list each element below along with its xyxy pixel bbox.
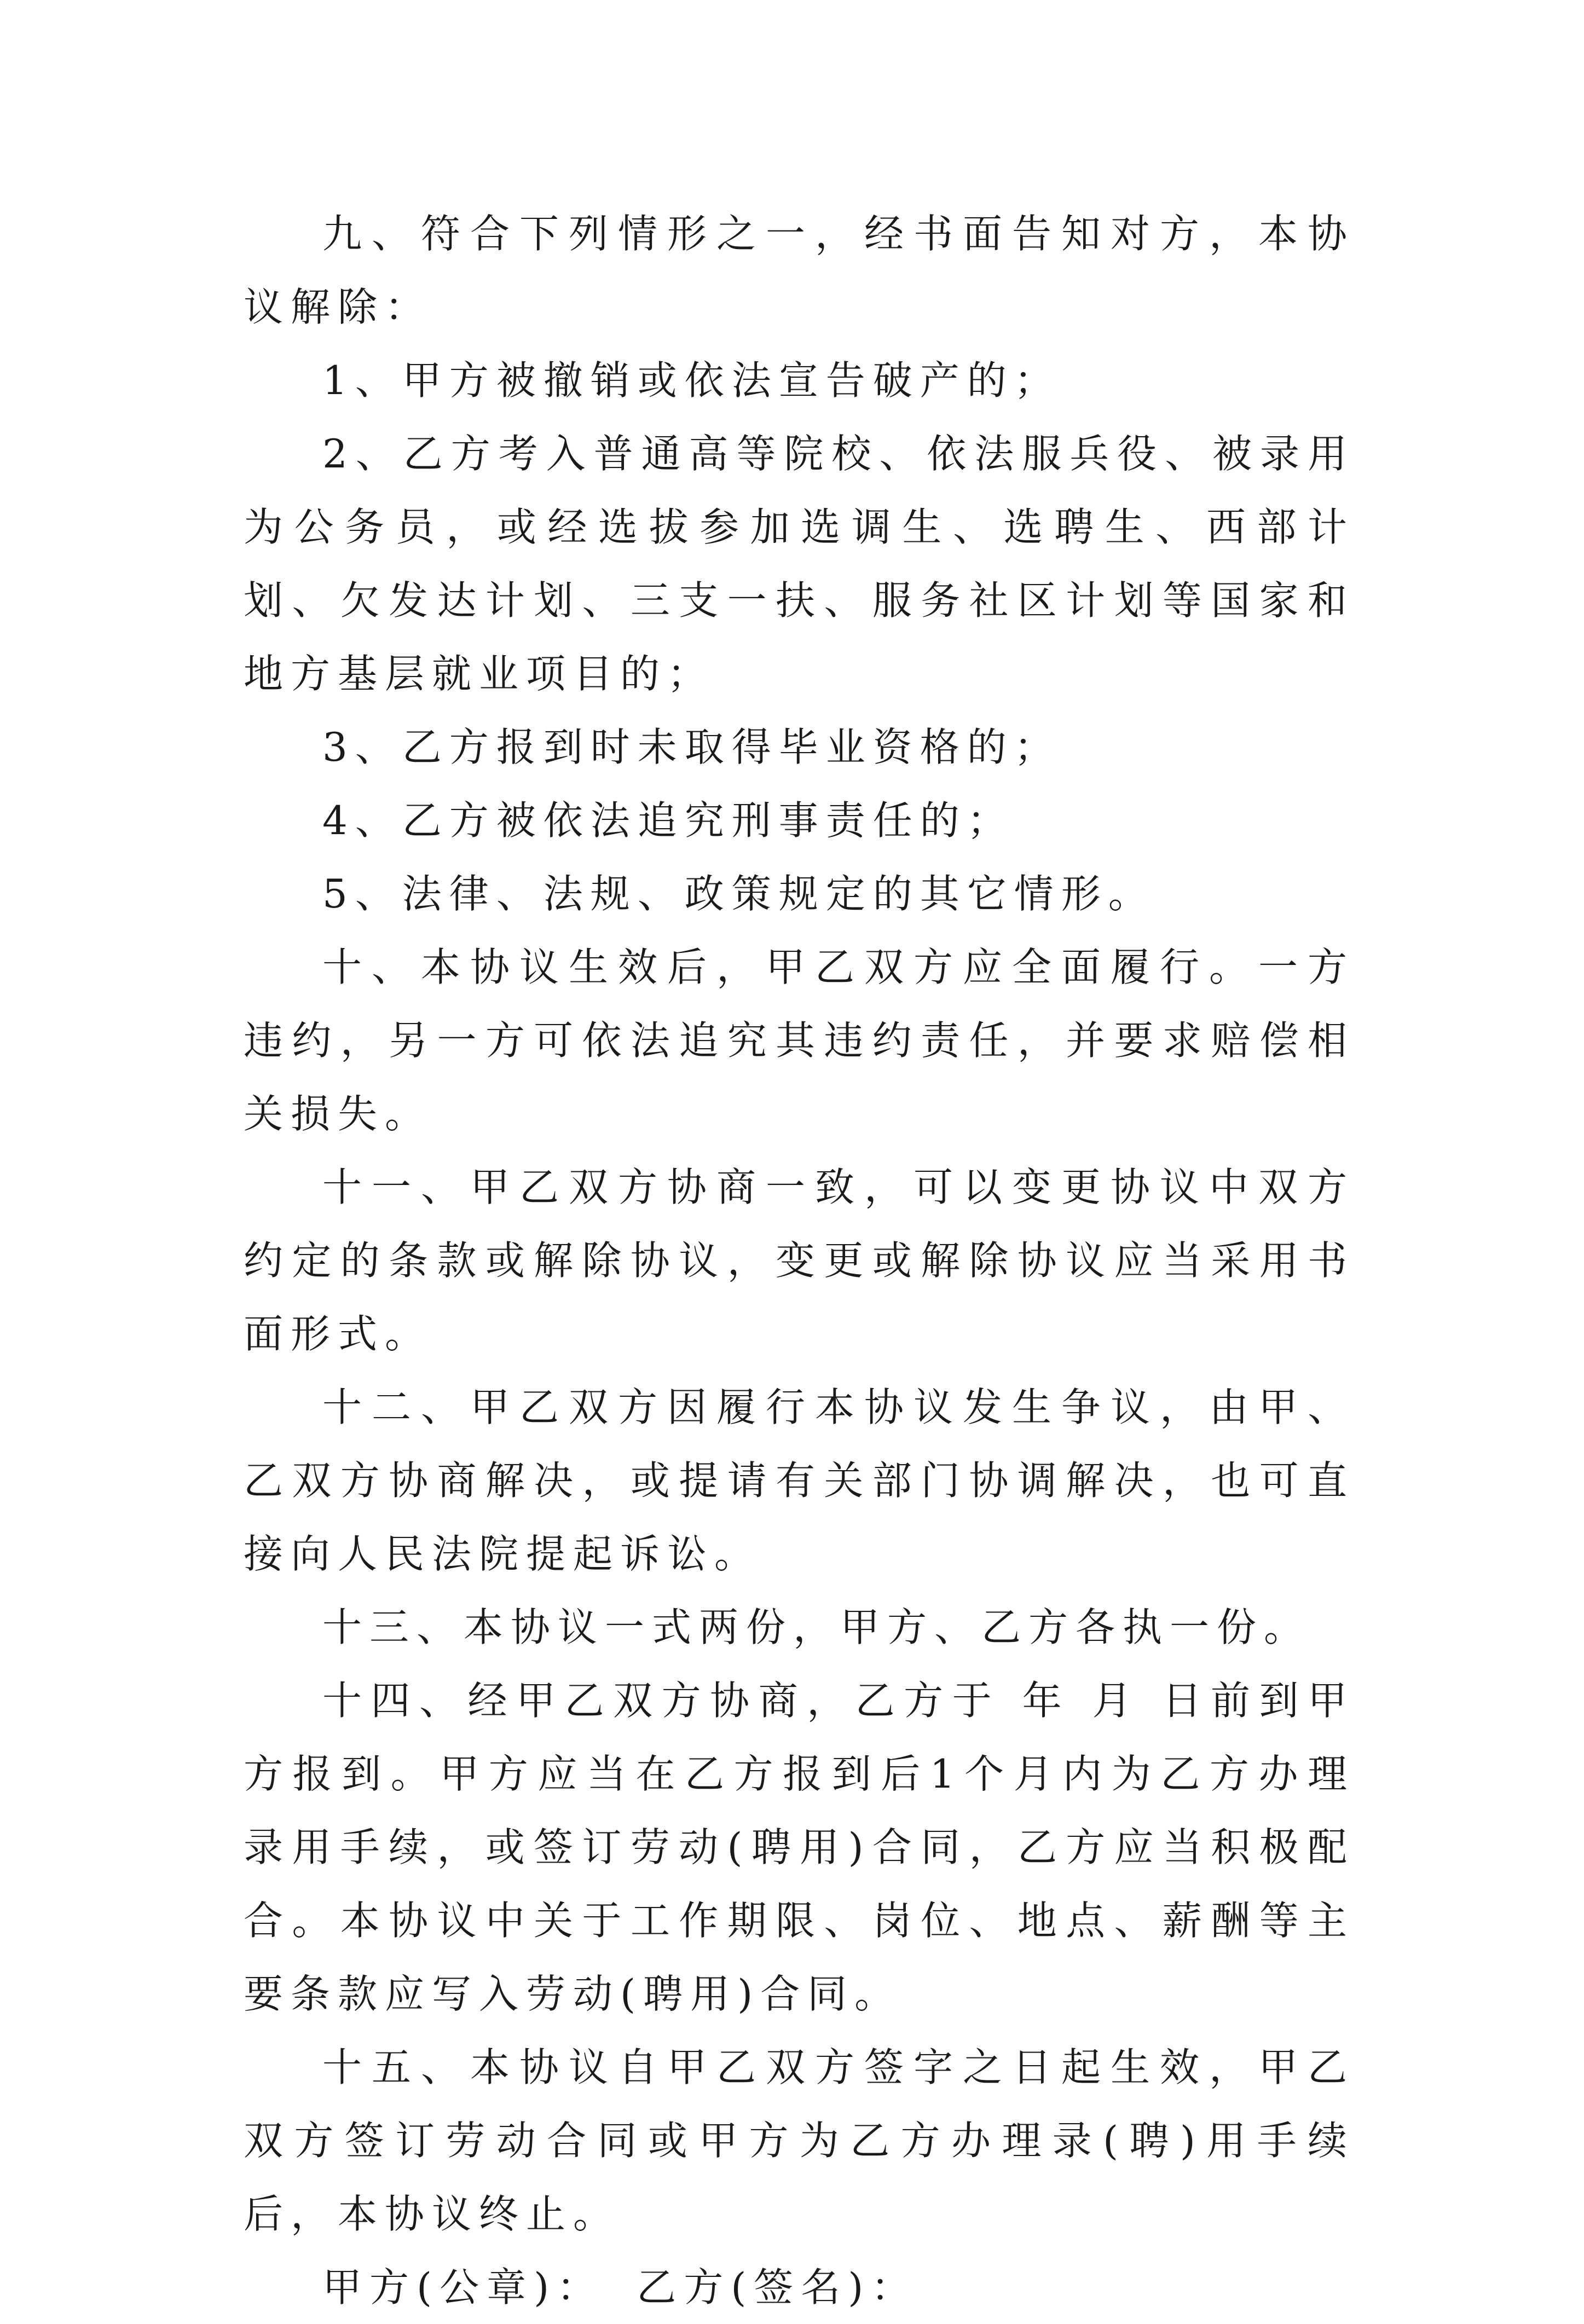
document-body [244,197,1355,2324]
clause-13: 十三、本协议一式两份，甲方、乙方各执一份。 [322,1604,1311,1650]
clause-12: 十二、甲乙双方因履行本协议发生争议，由甲、乙双方协商解决，或提请有关部门协调解决，也可直接向人民法院提起诉讼。 [244,1384,1355,1577]
clause-9-item-3: 3、乙方报到时未取得毕业资格的； [322,724,1061,770]
signature-line [244,2251,1355,2324]
clause-9-item-5: 5、法律、法规、政策规定的其它情形。 [322,871,1155,917]
clause-9: 九、符合下列情形之一，经书面告知对方，本协议解除： [244,211,1355,330]
party-a-seal-label: 甲方(公章)： [322,2264,604,2310]
clause-9-item-2: 2、乙方考入普通高等院校、依法服兵役、被录用为公务员，或经选拔参加选调生、选聘生、西部计划、欠发达计划、三支一扶、服务社区计划等国家和地方基层就业项目的； [244,431,1355,697]
clause-11: 十一、甲乙双方协商一致，可以变更协议中双方约定的条款或解除协议，变更或解除协议应当采用书面形式。 [244,1164,1355,1357]
clause-9-item-4: 4、乙方被依法追究刑事责任的； [322,797,1014,843]
clause-10: 十、本协议生效后，甲乙双方应全面履行。一方违约，另一方可依法追究其违约责任，并要求赔偿相关损失。 [244,944,1355,1137]
clause-9-item-1: 1、甲方被撤销或依法宣告破产的； [322,357,1061,403]
clause-14: 十四、经甲乙双方协商，乙方于 年 月 日前到甲方报到。甲方应当在乙方报到后1个月内为乙方办理录用手续，或签订劳动(聘用)合同，乙方应当积极配合。本协议中关于工作期限、岗位、地点、薪酬等主要条款应写入劳动(聘用)合同。 [244,1678,1355,2017]
party-b-signature-label: 乙方(签名)： [637,2264,918,2310]
clause-15: 十五、本协议自甲乙双方签字之日起生效，甲乙双方签订劳动合同或甲方为乙方办理录(聘)用手续后，本协议终止。 [244,2044,1355,2237]
